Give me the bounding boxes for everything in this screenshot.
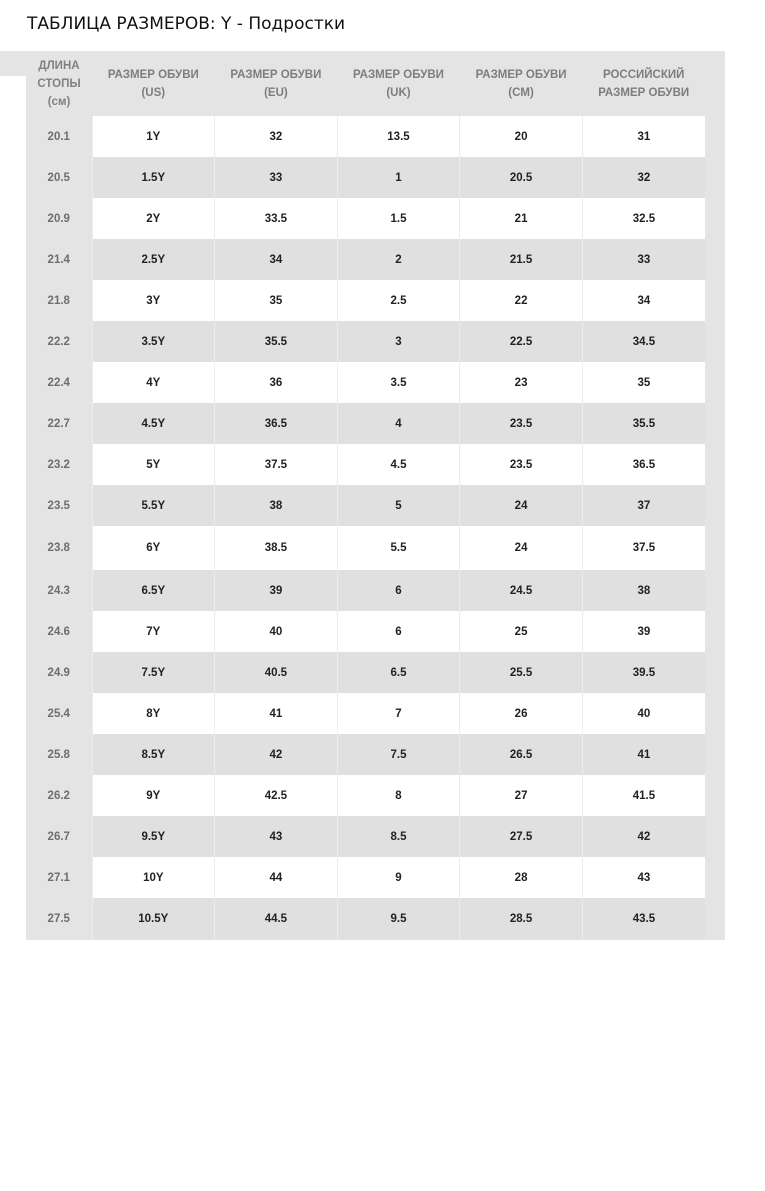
header-size-eu	[215, 51, 338, 116]
size-cell: 23.5	[460, 444, 583, 485]
table-row	[26, 321, 705, 362]
size-cell: 8.5	[337, 816, 460, 857]
size-cell: 1.5Y	[92, 157, 215, 198]
size-cell: 32	[582, 157, 705, 198]
size-cell: 35.5	[215, 321, 338, 362]
size-cell: 8.5Y	[92, 734, 215, 775]
foot-length-cell: 25.4	[26, 693, 92, 734]
size-cell: 8Y	[92, 693, 215, 734]
header-line: (см)	[47, 95, 71, 108]
size-cell: 9.5Y	[92, 816, 215, 857]
size-cell: 9	[337, 857, 460, 898]
size-cell: 32	[215, 116, 338, 157]
size-cell: 27.5	[460, 816, 583, 857]
size-cell: 1Y	[92, 116, 215, 157]
size-cell: 4	[337, 403, 460, 444]
size-cell: 2Y	[92, 198, 215, 239]
size-cell: 40.5	[215, 652, 338, 693]
size-cell: 42.5	[215, 775, 338, 816]
size-cell: 5.5Y	[92, 485, 215, 526]
size-cell: 33	[215, 157, 338, 198]
size-cell: 24	[460, 526, 583, 570]
size-cell: 43.5	[582, 898, 705, 939]
foot-length-cell: 24.9	[26, 652, 92, 693]
size-cell: 4.5	[337, 444, 460, 485]
size-cell: 35.5	[582, 403, 705, 444]
size-cell: 34	[582, 280, 705, 321]
size-cell: 42	[582, 816, 705, 857]
foot-length-cell: 23.5	[26, 485, 92, 526]
size-cell: 44.5	[215, 898, 338, 939]
size-cell: 10Y	[92, 857, 215, 898]
foot-length-cell: 20.9	[26, 198, 92, 239]
size-table-container	[26, 51, 725, 940]
table-row	[26, 570, 705, 611]
size-cell: 28	[460, 857, 583, 898]
foot-length-cell: 25.8	[26, 734, 92, 775]
table-row	[26, 362, 705, 403]
table-row	[26, 403, 705, 444]
table-row	[26, 775, 705, 816]
size-cell: 24.5	[460, 570, 583, 611]
size-cell: 26.5	[460, 734, 583, 775]
table-row	[26, 734, 705, 775]
size-cell: 21.5	[460, 239, 583, 280]
size-cell: 23.5	[460, 403, 583, 444]
header-line: (US)	[141, 86, 166, 99]
size-cell: 5Y	[92, 444, 215, 485]
size-cell: 43	[215, 816, 338, 857]
table-row	[26, 157, 705, 198]
foot-length-cell: 23.2	[26, 444, 92, 485]
size-cell: 20	[460, 116, 583, 157]
size-cell: 3Y	[92, 280, 215, 321]
size-cell: 39	[582, 611, 705, 652]
foot-length-cell: 22.4	[26, 362, 92, 403]
header-line: РОССИЙСКИЙ	[602, 68, 685, 81]
size-cell: 4.5Y	[92, 403, 215, 444]
header-line: (EU)	[264, 86, 288, 99]
table-row	[26, 857, 705, 898]
foot-length-cell: 22.7	[26, 403, 92, 444]
header-foot-length	[26, 51, 92, 116]
foot-length-cell: 24.6	[26, 611, 92, 652]
size-cell: 25	[460, 611, 583, 652]
size-cell: 3	[337, 321, 460, 362]
size-cell: 36.5	[582, 444, 705, 485]
header-line: РАЗМЕР ОБУВИ	[353, 68, 444, 81]
size-cell: 38.5	[215, 526, 338, 570]
size-cell: 35	[215, 280, 338, 321]
size-cell: 40	[582, 693, 705, 734]
table-row	[26, 444, 705, 485]
table-row	[26, 898, 705, 939]
size-cell: 41	[582, 734, 705, 775]
size-table	[26, 51, 705, 939]
size-cell: 22.5	[460, 321, 583, 362]
size-cell: 2.5	[337, 280, 460, 321]
size-cell: 13.5	[337, 116, 460, 157]
header-line: ДЛИНА	[38, 59, 80, 72]
size-cell: 1	[337, 157, 460, 198]
size-cell: 42	[215, 734, 338, 775]
table-header	[26, 51, 705, 116]
foot-length-cell: 27.5	[26, 898, 92, 939]
size-cell: 7.5Y	[92, 652, 215, 693]
table-row	[26, 198, 705, 239]
header-size-uk	[337, 51, 460, 116]
size-cell: 20.5	[460, 157, 583, 198]
size-cell: 39.5	[582, 652, 705, 693]
size-cell: 37.5	[215, 444, 338, 485]
foot-length-cell: 20.5	[26, 157, 92, 198]
size-cell: 25.5	[460, 652, 583, 693]
size-cell: 7	[337, 693, 460, 734]
size-cell: 7Y	[92, 611, 215, 652]
size-cell: 22	[460, 280, 583, 321]
size-cell: 33	[582, 239, 705, 280]
size-cell: 2	[337, 239, 460, 280]
size-cell: 34	[215, 239, 338, 280]
size-cell: 37	[582, 485, 705, 526]
header-line: СТОПЫ	[37, 77, 81, 90]
size-cell: 5.5	[337, 526, 460, 570]
size-cell: 23	[460, 362, 583, 403]
header-line: РАЗМЕР ОБУВИ	[475, 68, 567, 81]
size-cell: 1.5	[337, 198, 460, 239]
size-cell: 32.5	[582, 198, 705, 239]
table-row	[26, 526, 705, 570]
size-cell: 28.5	[460, 898, 583, 939]
foot-length-cell: 20.1	[26, 116, 92, 157]
size-cell: 31	[582, 116, 705, 157]
size-cell: 39	[215, 570, 338, 611]
foot-length-cell: 22.2	[26, 321, 92, 362]
foot-length-cell: 23.8	[26, 526, 92, 570]
table-row	[26, 485, 705, 526]
size-cell: 36	[215, 362, 338, 403]
size-cell: 26	[460, 693, 583, 734]
size-cell: 35	[582, 362, 705, 403]
size-cell: 10.5Y	[92, 898, 215, 939]
size-cell: 34.5	[582, 321, 705, 362]
foot-length-cell: 27.1	[26, 857, 92, 898]
foot-length-cell: 26.2	[26, 775, 92, 816]
table-row	[26, 652, 705, 693]
size-cell: 37.5	[582, 526, 705, 570]
size-cell: 8	[337, 775, 460, 816]
size-cell: 41	[215, 693, 338, 734]
size-cell: 6Y	[92, 526, 215, 570]
size-cell: 44	[215, 857, 338, 898]
size-cell: 3.5Y	[92, 321, 215, 362]
size-cell: 5	[337, 485, 460, 526]
size-cell: 6	[337, 570, 460, 611]
page-title: ТАБЛИЦА РАЗМЕРОВ: Y - Подростки	[27, 14, 346, 34]
table-left-tab	[0, 51, 26, 76]
table-row	[26, 239, 705, 280]
table-row	[26, 693, 705, 734]
size-cell: 9.5	[337, 898, 460, 939]
size-cell: 27	[460, 775, 583, 816]
size-cell: 38	[215, 485, 338, 526]
size-cell: 33.5	[215, 198, 338, 239]
size-cell: 9Y	[92, 775, 215, 816]
header-size-us	[92, 51, 215, 116]
header-line: РАЗМЕР ОБУВИ	[107, 68, 199, 81]
foot-length-cell: 21.8	[26, 280, 92, 321]
foot-length-cell: 21.4	[26, 239, 92, 280]
size-cell: 3.5	[337, 362, 460, 403]
size-cell: 7.5	[337, 734, 460, 775]
table-row	[26, 611, 705, 652]
table-row	[26, 116, 705, 157]
size-cell: 43	[582, 857, 705, 898]
size-cell: 38	[582, 570, 705, 611]
table-row	[26, 816, 705, 857]
header-line: (UK)	[386, 86, 411, 99]
foot-length-cell: 24.3	[26, 570, 92, 611]
size-cell: 4Y	[92, 362, 215, 403]
header-line: РАЗМЕР ОБУВИ	[598, 86, 690, 99]
table-body	[26, 116, 705, 939]
size-cell: 36.5	[215, 403, 338, 444]
size-cell: 6.5	[337, 652, 460, 693]
size-cell: 40	[215, 611, 338, 652]
size-cell: 21	[460, 198, 583, 239]
foot-length-cell: 26.7	[26, 816, 92, 857]
size-cell: 2.5Y	[92, 239, 215, 280]
size-cell: 6.5Y	[92, 570, 215, 611]
header-line: (CM)	[508, 86, 534, 99]
size-cell: 6	[337, 611, 460, 652]
table-row	[26, 280, 705, 321]
header-size-ru	[582, 51, 705, 116]
size-cell: 24	[460, 485, 583, 526]
header-line: РАЗМЕР ОБУВИ	[230, 68, 322, 81]
header-size-cm	[460, 51, 583, 116]
size-cell: 41.5	[582, 775, 705, 816]
